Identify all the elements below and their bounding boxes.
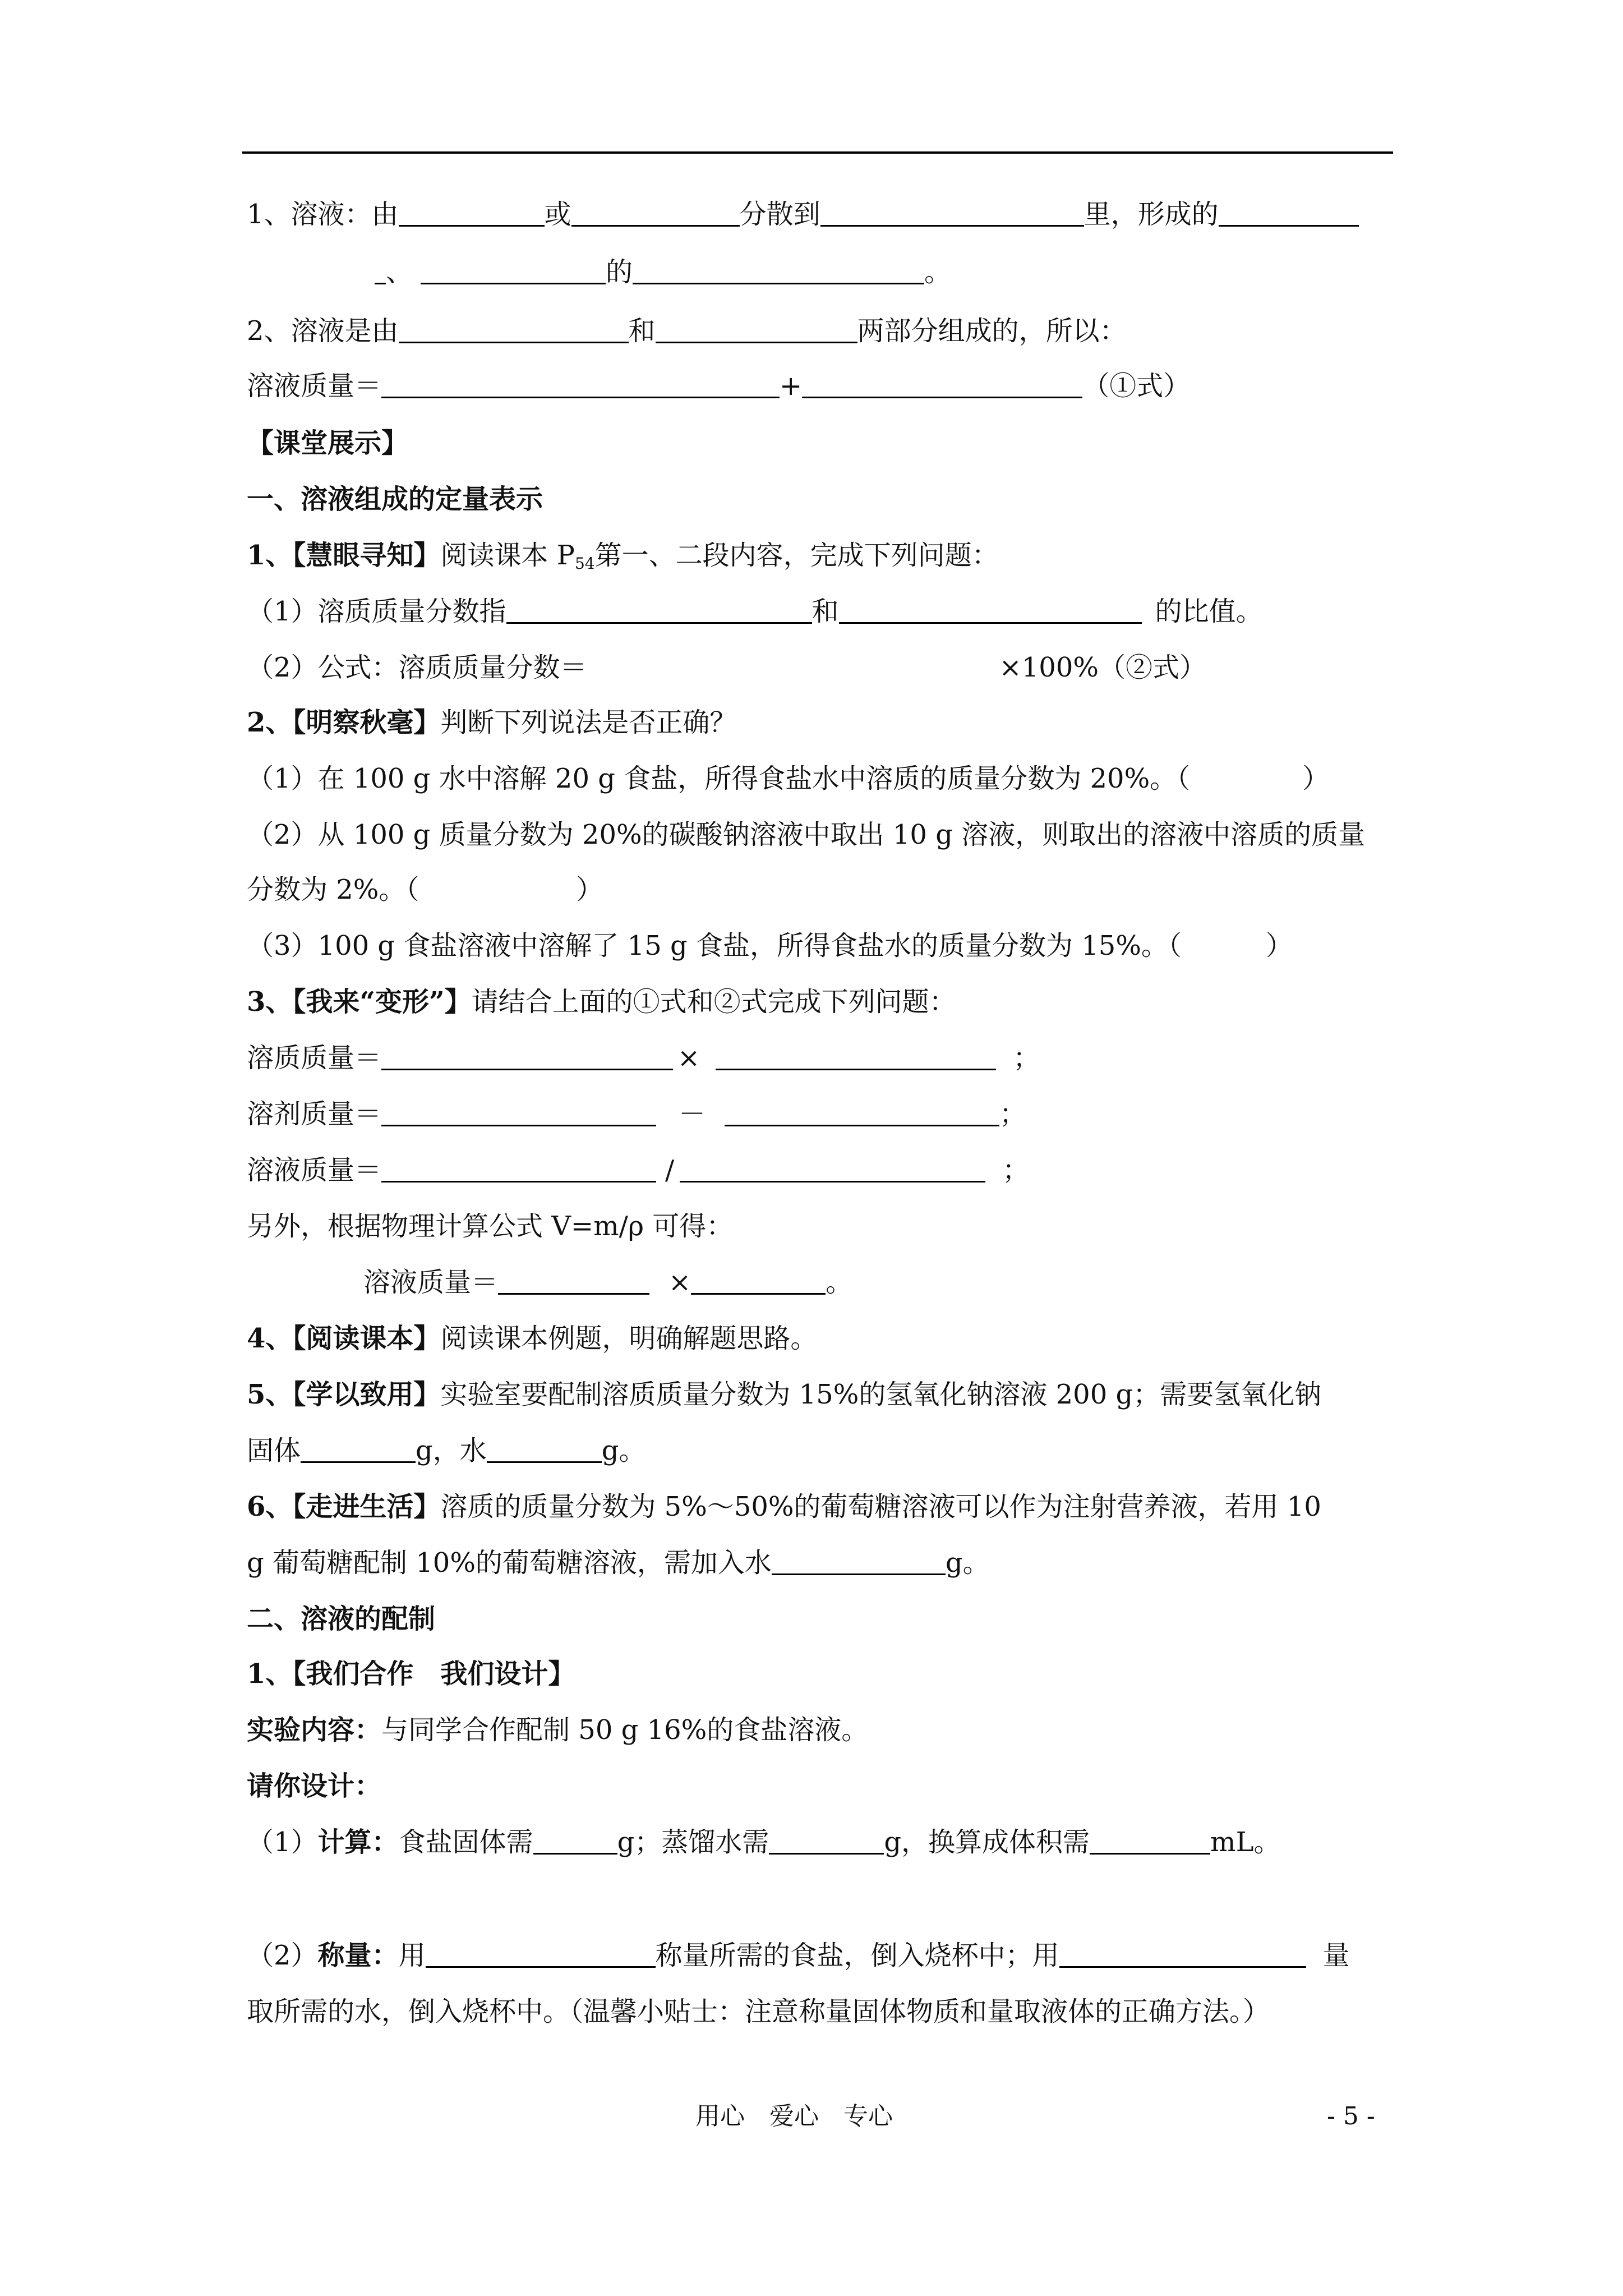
s2-item1	[247, 1657, 575, 1691]
text-b: 和	[811, 596, 839, 627]
text-b: g。	[945, 1547, 990, 1579]
end: ；	[1013, 1042, 1040, 1074]
blank[interactable]	[820, 200, 1084, 227]
item1-post: 第一、二段内容，完成下列问题：	[594, 540, 999, 571]
item-tag: 【慧眼寻知】	[292, 540, 441, 571]
item-tag: 【我来“变形”】	[292, 986, 472, 1018]
s1-item6b	[247, 1546, 990, 1580]
blank[interactable]	[769, 1828, 884, 1855]
header-rule	[242, 151, 1393, 154]
blank[interactable]	[381, 1100, 656, 1126]
statement: 分数为 2%。（	[247, 874, 419, 905]
weigh-label: 称量：	[317, 1940, 399, 1971]
blank[interactable]	[381, 372, 780, 398]
q2-formula	[247, 369, 1190, 403]
q1-line2	[375, 255, 951, 289]
s1-item3-density	[363, 1266, 852, 1299]
blank[interactable]	[533, 1828, 617, 1855]
s1-item1-1	[247, 595, 1263, 628]
item-tag: 【我们合作 我们设计】	[292, 1658, 575, 1690]
label: 溶质质量＝	[247, 1042, 382, 1074]
formula-text-a: 溶液质量＝	[247, 370, 382, 402]
s1-item2-1	[247, 762, 1329, 795]
item-text: 判断下列说法是否正确？	[440, 707, 737, 738]
text-c: g。	[601, 1435, 646, 1466]
item-tag: 【走进生活】	[292, 1491, 441, 1522]
text-b: 用	[398, 1940, 426, 1971]
blank[interactable]	[498, 1268, 649, 1295]
blank[interactable]	[1219, 200, 1359, 227]
text-c: g；蒸馏水需	[617, 1826, 769, 1858]
item-tag: 【明察秋毫】	[292, 707, 441, 738]
text-a: g 葡萄糖配制 10%的葡萄糖溶液，需加入水	[247, 1547, 772, 1579]
s2-calc	[247, 1825, 1280, 1859]
blank[interactable]	[375, 258, 386, 284]
blank[interactable]	[506, 597, 812, 624]
s1-item6	[247, 1490, 1321, 1524]
text-a: （1）溶质质量分数指	[247, 596, 506, 627]
blank[interactable]	[381, 1044, 673, 1070]
q1-text-c: 分散到	[739, 199, 820, 230]
page-subscript: 54	[574, 554, 595, 573]
s2-weigh2: 取所需的水，倒入烧杯中。（温馨小贴士：注意称量固体物质和量取液体的正确方法。）	[247, 1996, 1270, 2027]
section1-title: 一、溶液组成的定量表示	[247, 484, 543, 515]
footer-motto: 用心 爱心 专心	[695, 2102, 893, 2131]
item-num: 3、	[247, 986, 293, 1018]
item-num: 5、	[247, 1379, 293, 1410]
blank[interactable]	[633, 258, 924, 284]
s1-item5	[247, 1378, 1321, 1411]
blank[interactable]	[1090, 1828, 1210, 1855]
text-d: g，换算成体积需	[884, 1826, 1090, 1858]
num: （2）	[247, 1940, 318, 1971]
text-b: 食盐固体需	[398, 1826, 533, 1858]
q1-text-b: 或	[544, 199, 571, 230]
close-paren: ）	[1265, 930, 1293, 961]
s2-content	[247, 1713, 868, 1747]
q1-text-d: 里，形成的	[1083, 199, 1219, 230]
q2-text-a: 2、溶液是由	[247, 315, 399, 347]
content-label: 实验内容：	[247, 1714, 382, 1746]
heading-class-show: 【课堂展示】	[247, 427, 409, 459]
content-text: 与同学合作配制 50 g 16%的食盐溶液。	[381, 1714, 869, 1746]
q1-text-a: 1、溶液：由	[247, 199, 399, 230]
statement: （1）在 100 g 水中溶解 20 g 食盐，所得食盐水中溶质的质量分数为 20%。（	[247, 763, 1191, 794]
s1-item2-2b	[247, 873, 603, 907]
s2-weigh	[247, 1939, 1350, 1972]
q2-text-c: 两部分组成的，所以：	[857, 315, 1127, 347]
item-num: 2、	[247, 707, 293, 738]
item-tag: 【学以致用】	[292, 1379, 441, 1410]
statement: （3）100 g 食盐溶液中溶解了 15 g 食盐，所得食盐水的质量分数为 15%。（	[247, 930, 1182, 961]
blank[interactable]	[772, 1549, 946, 1575]
blank[interactable]	[716, 1044, 996, 1070]
blank[interactable]	[839, 597, 1142, 624]
end: ；	[1002, 1154, 1030, 1186]
blank[interactable]	[381, 1156, 656, 1182]
q1-text-g: 。	[924, 256, 952, 288]
q2-text-b: 和	[628, 315, 656, 347]
page-number: - 5 -	[1327, 2102, 1375, 2131]
end: 。	[826, 1267, 853, 1298]
label: 溶液质量＝	[363, 1267, 499, 1298]
close-paren: ）	[576, 874, 603, 905]
item-text: 阅读课本例题，明确解题思路。	[440, 1323, 818, 1354]
blank[interactable]	[802, 372, 1082, 398]
text-a: 固体	[247, 1435, 301, 1466]
q2-line	[247, 314, 1127, 348]
section2-title: 二、溶液的配制	[247, 1603, 436, 1635]
item-text: 实验室要配制溶质质量分数为 15%的氢氧化钠溶液 200 g；需要氢氧化钠	[440, 1379, 1322, 1410]
formula-ref: （①式）	[1082, 370, 1191, 402]
blank[interactable]	[301, 1437, 416, 1463]
formula-plus: +	[780, 370, 803, 402]
s1-item1-2	[247, 651, 1206, 684]
item-text: 溶质的质量分数为 5%～50%的葡萄糖溶液可以作为注射营养液，若用 10	[440, 1491, 1321, 1522]
s1-item2	[247, 706, 736, 739]
op: ×	[668, 1267, 691, 1298]
s1-item3-solution	[247, 1153, 1029, 1187]
s2-design: 请你设计：	[247, 1770, 382, 1802]
blank[interactable]	[680, 1156, 985, 1182]
label: 溶剂质量＝	[247, 1098, 382, 1130]
blank[interactable]	[421, 258, 606, 284]
s1-item4	[247, 1322, 817, 1355]
text-b: g，水	[416, 1435, 487, 1466]
s1-item2-2a: （2）从 100 g 质量分数为 20%的碳酸钠溶液中取出 10 g 溶液，则取出的溶液中溶质的质量	[247, 819, 1366, 850]
s1-item3-solute	[247, 1041, 1040, 1075]
calc-label: 计算：	[317, 1826, 399, 1858]
op: ×	[677, 1042, 700, 1074]
blank[interactable]	[399, 200, 545, 227]
close-paren: ）	[1302, 763, 1330, 794]
num: （1）	[247, 1826, 318, 1858]
item-tag: 【阅读课本】	[292, 1323, 441, 1354]
text-c: 称量所需的食盐，倒入烧杯中；用	[655, 1940, 1059, 1971]
text-d: 量	[1322, 1940, 1350, 1971]
q1-text-f: 的	[606, 256, 633, 288]
item-num: 4、	[247, 1323, 293, 1354]
blank[interactable]	[1059, 1941, 1306, 1968]
item1-pre: 阅读课本 P	[440, 540, 575, 571]
text-e: mL。	[1210, 1826, 1281, 1858]
blank[interactable]	[691, 1268, 826, 1295]
blank[interactable]	[399, 317, 629, 343]
text-a: （2）公式：溶质质量分数＝	[247, 652, 587, 683]
s1-item5b	[247, 1434, 645, 1467]
text-b: ×100%（②式）	[999, 652, 1206, 683]
blank[interactable]	[725, 1100, 999, 1126]
blank[interactable]	[487, 1437, 602, 1463]
s1-item3	[247, 985, 956, 1019]
q1-text-e: 、	[386, 256, 413, 288]
s1-item2-3	[247, 929, 1293, 963]
blank[interactable]	[656, 317, 857, 343]
s1-item1	[247, 539, 999, 581]
text-c: 的比值。	[1155, 596, 1263, 627]
item-num: 1、	[247, 540, 293, 571]
s1-item3-extra: 另外，根据物理计算公式 V=m/ρ 可得：	[247, 1211, 734, 1242]
blank[interactable]	[426, 1941, 656, 1968]
s1-item3-solvent	[247, 1097, 1026, 1131]
q1-line1	[247, 197, 1359, 231]
end: ；	[999, 1098, 1027, 1130]
blank[interactable]	[571, 200, 740, 227]
op: /	[665, 1154, 675, 1186]
item-num: 6、	[247, 1491, 293, 1522]
item-text: 请结合上面的①式和②式完成下列问题：	[471, 986, 956, 1018]
label: 溶液质量＝	[247, 1154, 382, 1186]
op: －	[679, 1098, 706, 1130]
item-num: 1、	[247, 1658, 293, 1690]
